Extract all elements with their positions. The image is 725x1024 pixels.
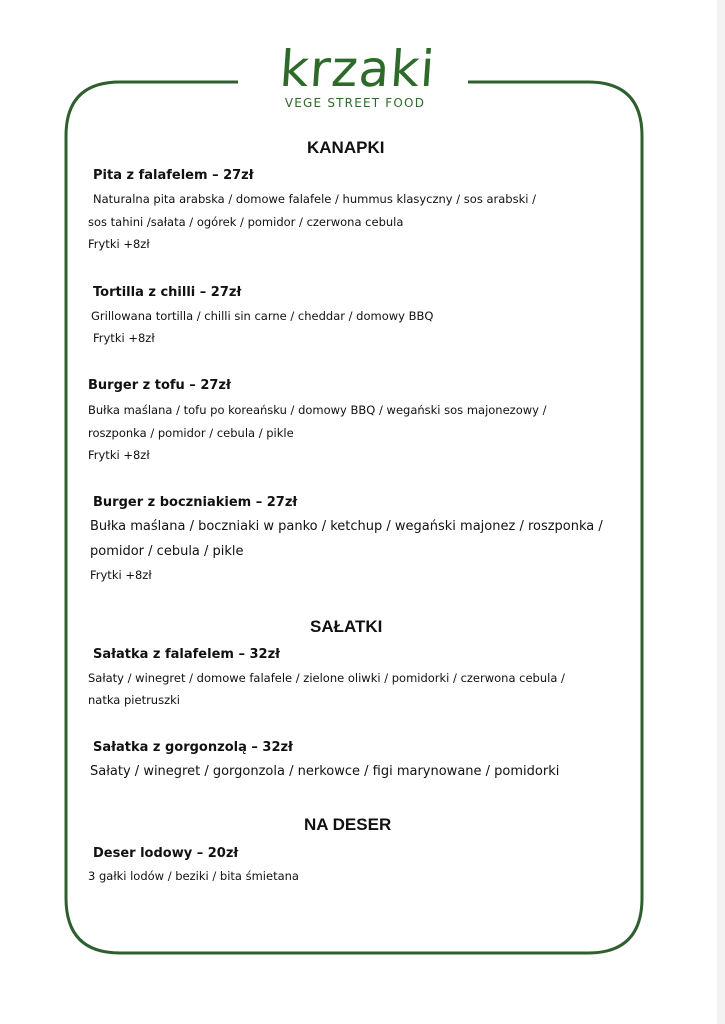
menu-item-title: Burger z tofu – 27zł: [88, 378, 231, 393]
menu-item-description: sos tahini /sałata / ogórek / pomidor / czerwona cebula: [88, 215, 404, 229]
menu-item-description: Sałaty / winegret / gorgonzola / nerkowce / figi marynowane / pomidorki: [90, 764, 560, 779]
menu-item-title: Deser lodowy – 20zł: [93, 846, 239, 861]
menu-item-extra: Frytki +8zł: [90, 568, 152, 582]
menu-item-title: Sałatka z gorgonzolą – 32zł: [93, 740, 293, 755]
section-title-kanapki: KANAPKI: [307, 138, 385, 157]
brand-tagline: VEGE STREET FOOD: [284, 96, 426, 110]
menu-item-description: 3 gałki lodów / beziki / bita śmietana: [88, 869, 299, 883]
menu-item-extra: Frytki +8zł: [88, 448, 150, 462]
menu-item-title: Tortilla z chilli – 27zł: [93, 285, 242, 300]
menu-item-description: Bułka maślana / boczniaki w panko / ketchup / wegański majonez / roszponka /: [90, 519, 603, 534]
menu-item-extra: Frytki +8zł: [93, 331, 155, 345]
menu-item-description: natka pietruszki: [88, 693, 180, 707]
menu-item-description: Sałaty / winegret / domowe falafele / zielone oliwki / pomidorki / czerwona cebula /: [88, 671, 565, 685]
menu-item-description: Grillowana tortilla / chilli sin carne / cheddar / domowy BBQ: [91, 309, 434, 323]
menu-item-description: roszponka / pomidor / cebula / pikle: [88, 426, 294, 440]
menu-item-description: Bułka maślana / tofu po koreańsku / domowy BBQ / wegański sos majonezowy /: [88, 403, 547, 417]
menu-item-extra: Frytki +8zł: [88, 237, 150, 251]
menu-item-description: Naturalna pita arabska / domowe falafele / hummus klasyczny / sos arabski /: [93, 192, 536, 206]
section-title-salatki: SAŁATKI: [310, 617, 383, 636]
page-edge: [717, 0, 725, 1024]
brand-name: krzaki: [277, 40, 438, 98]
menu-item-title: Burger z boczniakiem – 27zł: [93, 495, 298, 510]
section-title-deser: NA DESER: [304, 815, 392, 834]
menu-item-description: pomidor / cebula / pikle: [90, 544, 244, 559]
menu-item-title: Sałatka z falafelem – 32zł: [93, 647, 280, 662]
brand-logo: [277, 40, 438, 110]
menu-item-title: Pita z falafelem – 27zł: [93, 168, 254, 183]
